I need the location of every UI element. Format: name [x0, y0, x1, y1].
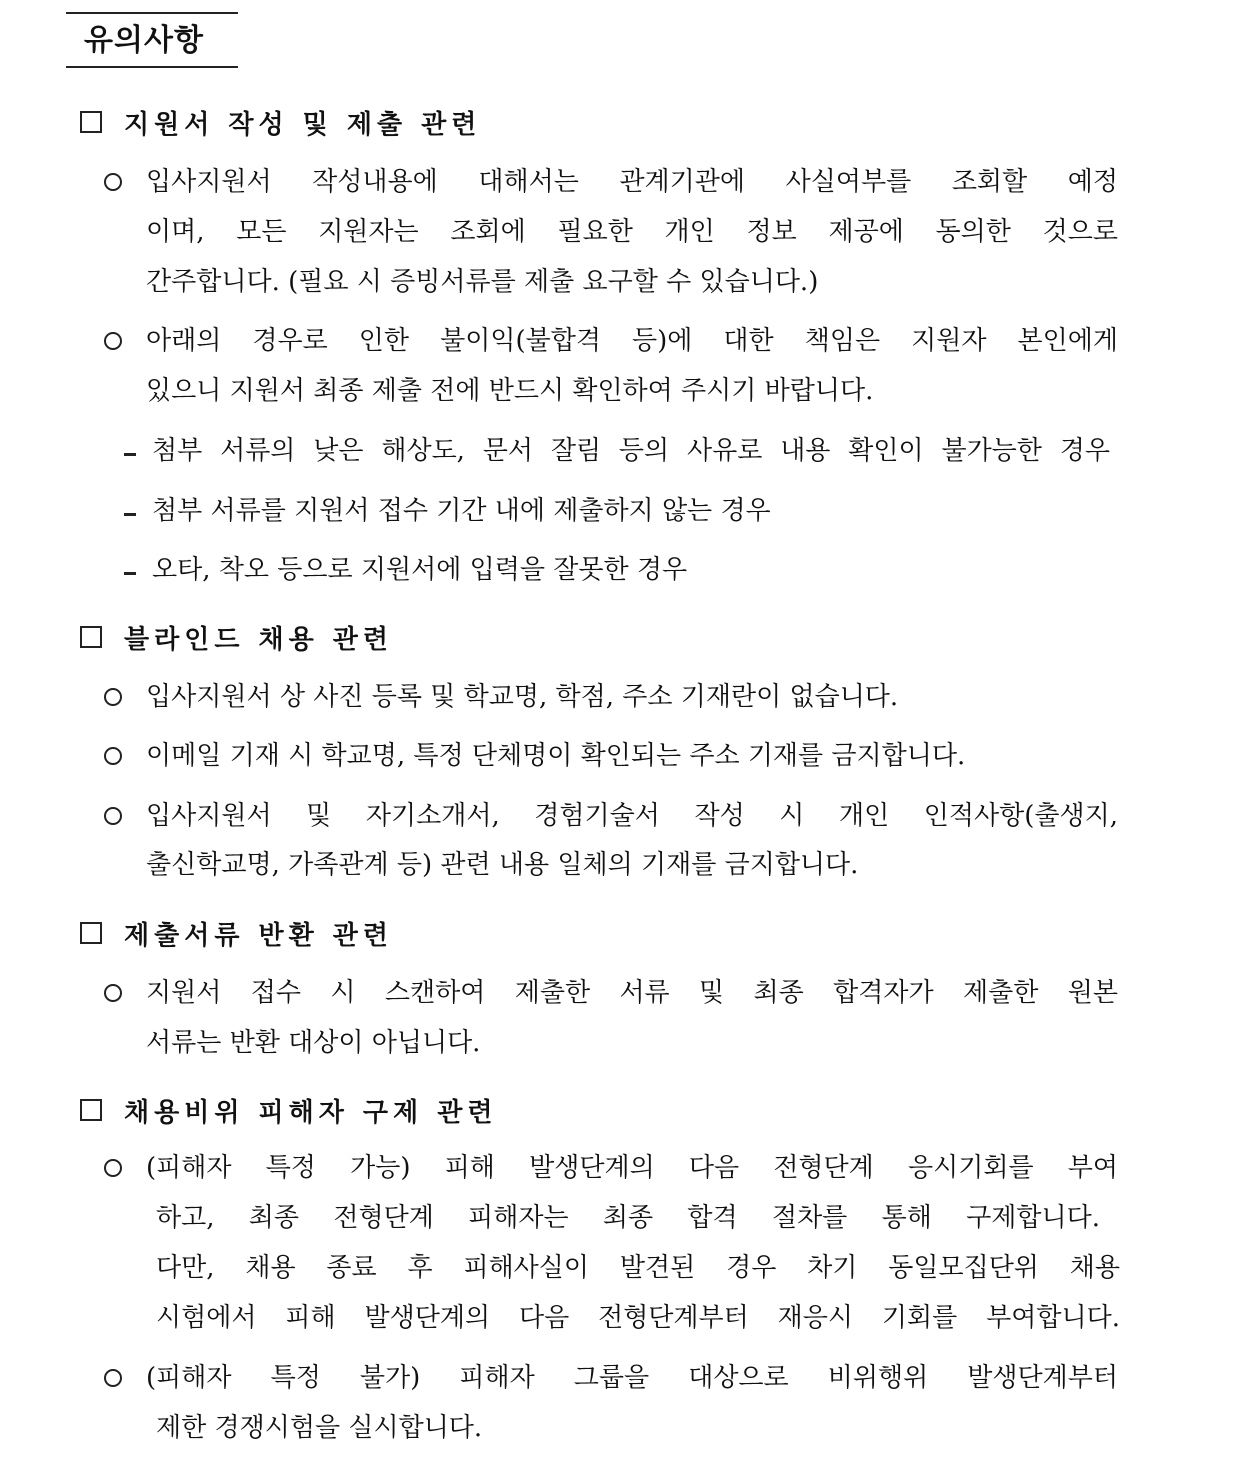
section-heading-text: 블라인드 채용 관련: [124, 624, 394, 655]
section-heading-victim-relief: [80, 1090, 497, 1130]
bullet-line: 입사지원서 작성내용에 대해서는 관계기관에 사실여부를 조회할 예정: [146, 167, 1118, 197]
bullet-line: (피해자 특정 가능) 피해 발생단계의 다음 전형단계 응시기회를 부여: [146, 1153, 1118, 1183]
dash-bullet-icon: [124, 453, 136, 456]
bullet-line: 있으니 지원서 최종 제출 전에 반드시 확인하여 주시기 바랍니다.: [146, 376, 874, 406]
bullet-line: 아래의 경우로 인한 불이익(불합격 등)에 대한 책임은 지원자 본인에게: [146, 326, 1118, 356]
bullet-line: 시험에서 피해 발생단계의 다음 전형단계부터 재응시 기회를 부여합니다.: [156, 1303, 1120, 1333]
square-bullet-icon: [80, 626, 102, 648]
circle-bullet-icon: [104, 984, 122, 1002]
section-heading-application: [80, 102, 481, 142]
bullet-line: 지원서 접수 시 스캔하여 제출한 서류 및 최종 합격자가 제출한 원본: [146, 978, 1118, 1008]
square-bullet-icon: [80, 1099, 102, 1121]
bullet-line: 출신학교명, 가족관계 등) 관련 내용 일체의 기재를 금지합니다.: [146, 850, 859, 880]
circle-bullet-icon: [104, 332, 122, 350]
dash-bullet-icon: [124, 513, 136, 516]
dash-line: 오타, 착오 등으로 지원서에 입력을 잘못한 경우: [152, 555, 688, 585]
section-heading-blind: [80, 617, 393, 657]
section-heading-text: 채용비위 피해자 구제 관련: [124, 1097, 498, 1128]
bullet-line: 하고, 최종 전형단계 피해자는 최종 합격 절차를 통해 구제합니다.: [156, 1203, 1100, 1233]
bullet-line: 제한 경쟁시험을 실시합니다.: [156, 1413, 483, 1443]
section-heading-return: [80, 913, 393, 953]
bullet-line: 입사지원서 및 자기소개서, 경험기술서 작성 시 개인 인적사항(출생지,: [146, 801, 1118, 831]
bullet-line: 이며, 모든 지원자는 조회에 필요한 개인 정보 제공에 동의한 것으로: [146, 217, 1118, 247]
bullet-line: 간주합니다. (필요 시 증빙서류를 제출 요구할 수 있습니다.): [146, 267, 819, 297]
dash-line: 첨부 서류의 낮은 해상도, 문서 잘림 등의 사유로 내용 확인이 불가능한 경우: [152, 436, 1110, 466]
bullet-line: (피해자 특정 불가) 피해자 그룹을 대상으로 비위행위 발생단계부터: [146, 1363, 1118, 1393]
circle-bullet-icon: [104, 173, 122, 191]
page-title: 유의사항: [84, 23, 204, 58]
circle-bullet-icon: [104, 747, 122, 765]
section-heading-text: 지원서 작성 및 제출 관련: [124, 109, 482, 140]
bullet-line: 이메일 기재 시 학교명, 특정 단체명이 확인되는 주소 기재를 금지합니다.: [146, 741, 966, 771]
bullet-line: 다만, 채용 종료 후 피해사실이 발견된 경우 차기 동일모집단위 채용: [156, 1253, 1120, 1283]
bullet-line: 서류는 반환 대상이 아닙니다.: [146, 1028, 481, 1058]
dash-bullet-icon: [124, 572, 136, 575]
circle-bullet-icon: [104, 688, 122, 706]
circle-bullet-icon: [104, 1159, 122, 1177]
section-heading-text: 제출서류 반환 관련: [124, 920, 394, 951]
bullet-line: 입사지원서 상 사진 등록 및 학교명, 학점, 주소 기재란이 없습니다.: [146, 682, 899, 712]
dash-line: 첨부 서류를 지원서 접수 기간 내에 제출하지 않는 경우: [152, 496, 771, 526]
notice-title-box: [66, 12, 238, 68]
circle-bullet-icon: [104, 1369, 122, 1387]
square-bullet-icon: [80, 922, 102, 944]
circle-bullet-icon: [104, 807, 122, 825]
square-bullet-icon: [80, 111, 102, 133]
